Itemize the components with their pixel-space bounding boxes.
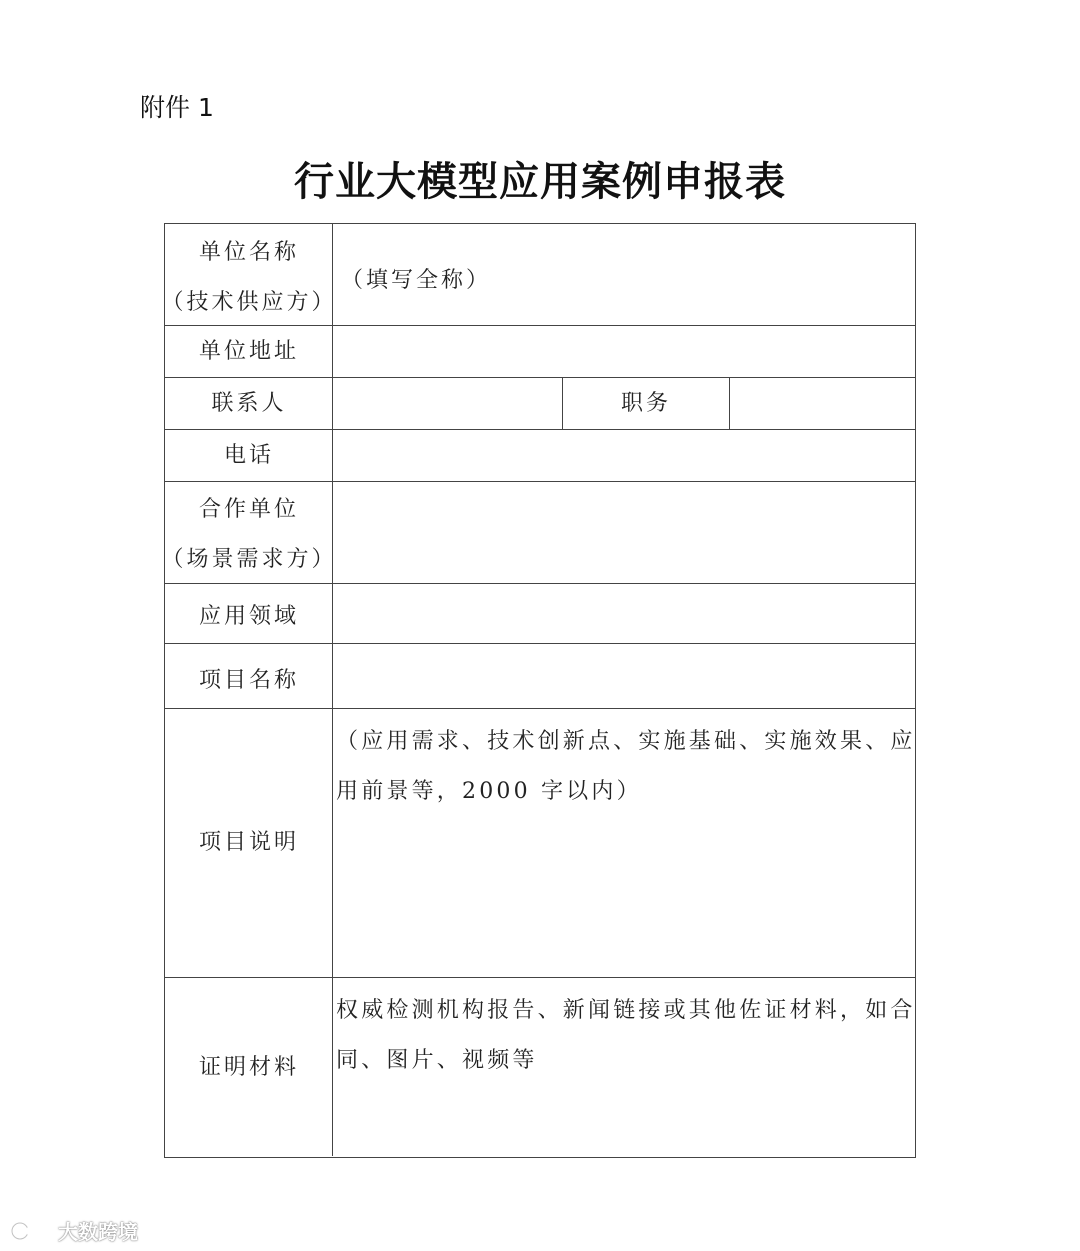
application-form-table: [161, 223, 916, 1158]
unit-address-label-text: 单位地址: [198, 338, 299, 364]
unit-name-label-line2: （技术供应方）: [161, 290, 337, 315]
position-field[interactable]: [731, 379, 914, 428]
project-description-label-text: 项目说明: [198, 830, 299, 855]
contact-label: [165, 378, 333, 429]
supporting-materials-hint-line1: 权威检测机构报告、新闻链接或其他佐证材料，如合: [336, 998, 916, 1023]
supporting-materials-label-text: 证明材料: [198, 1055, 299, 1080]
project-description-label: [165, 709, 333, 977]
application-field-input[interactable]: [334, 585, 914, 642]
project-description-hint-line2: 用前景等，2000 字以内）: [336, 779, 642, 804]
partner-label: [161, 486, 337, 584]
row-divider: [165, 481, 915, 482]
position-label-text: 职务: [620, 390, 671, 416]
contact-label-text: 联系人: [211, 390, 287, 416]
partner-label-line1: 合作单位: [198, 497, 299, 522]
column-divider: [729, 377, 730, 429]
project-name-label-text: 项目名称: [198, 667, 299, 693]
phone-label: [165, 430, 333, 481]
phone-field[interactable]: [334, 431, 914, 480]
phone-label-text: 电话: [223, 442, 274, 468]
supporting-materials-field[interactable]: [336, 986, 916, 1086]
unit-name-label: [161, 230, 337, 326]
project-description-field[interactable]: [336, 717, 916, 817]
attachment-label: 附件 1: [140, 93, 214, 122]
position-label: [563, 378, 729, 429]
watermark-text: 大数跨境: [58, 1220, 138, 1244]
partner-field[interactable]: [334, 483, 914, 582]
partner-label-line2: （场景需求方）: [161, 547, 337, 572]
brand-logo-icon: [10, 1219, 54, 1243]
project-name-field[interactable]: [334, 645, 914, 707]
unit-address-field[interactable]: [334, 327, 914, 376]
unit-address-label: [165, 326, 333, 377]
page-title: 行业大模型应用案例申报表: [294, 159, 786, 205]
project-description-hint-line1: （应用需求、技术创新点、实施基础、实施效果、应: [336, 729, 916, 754]
unit-name-field[interactable]: （填写全称）: [341, 268, 492, 293]
contact-field[interactable]: [334, 379, 561, 428]
watermark: [10, 1216, 138, 1245]
project-name-label: [165, 652, 333, 709]
supporting-materials-label: [165, 978, 333, 1158]
application-field-label: [165, 590, 333, 644]
supporting-materials-hint-line2: 同、图片、视频等: [336, 1048, 538, 1073]
unit-name-label-line1: 单位名称: [198, 240, 299, 265]
application-field-label-text: 应用领域: [198, 604, 299, 629]
